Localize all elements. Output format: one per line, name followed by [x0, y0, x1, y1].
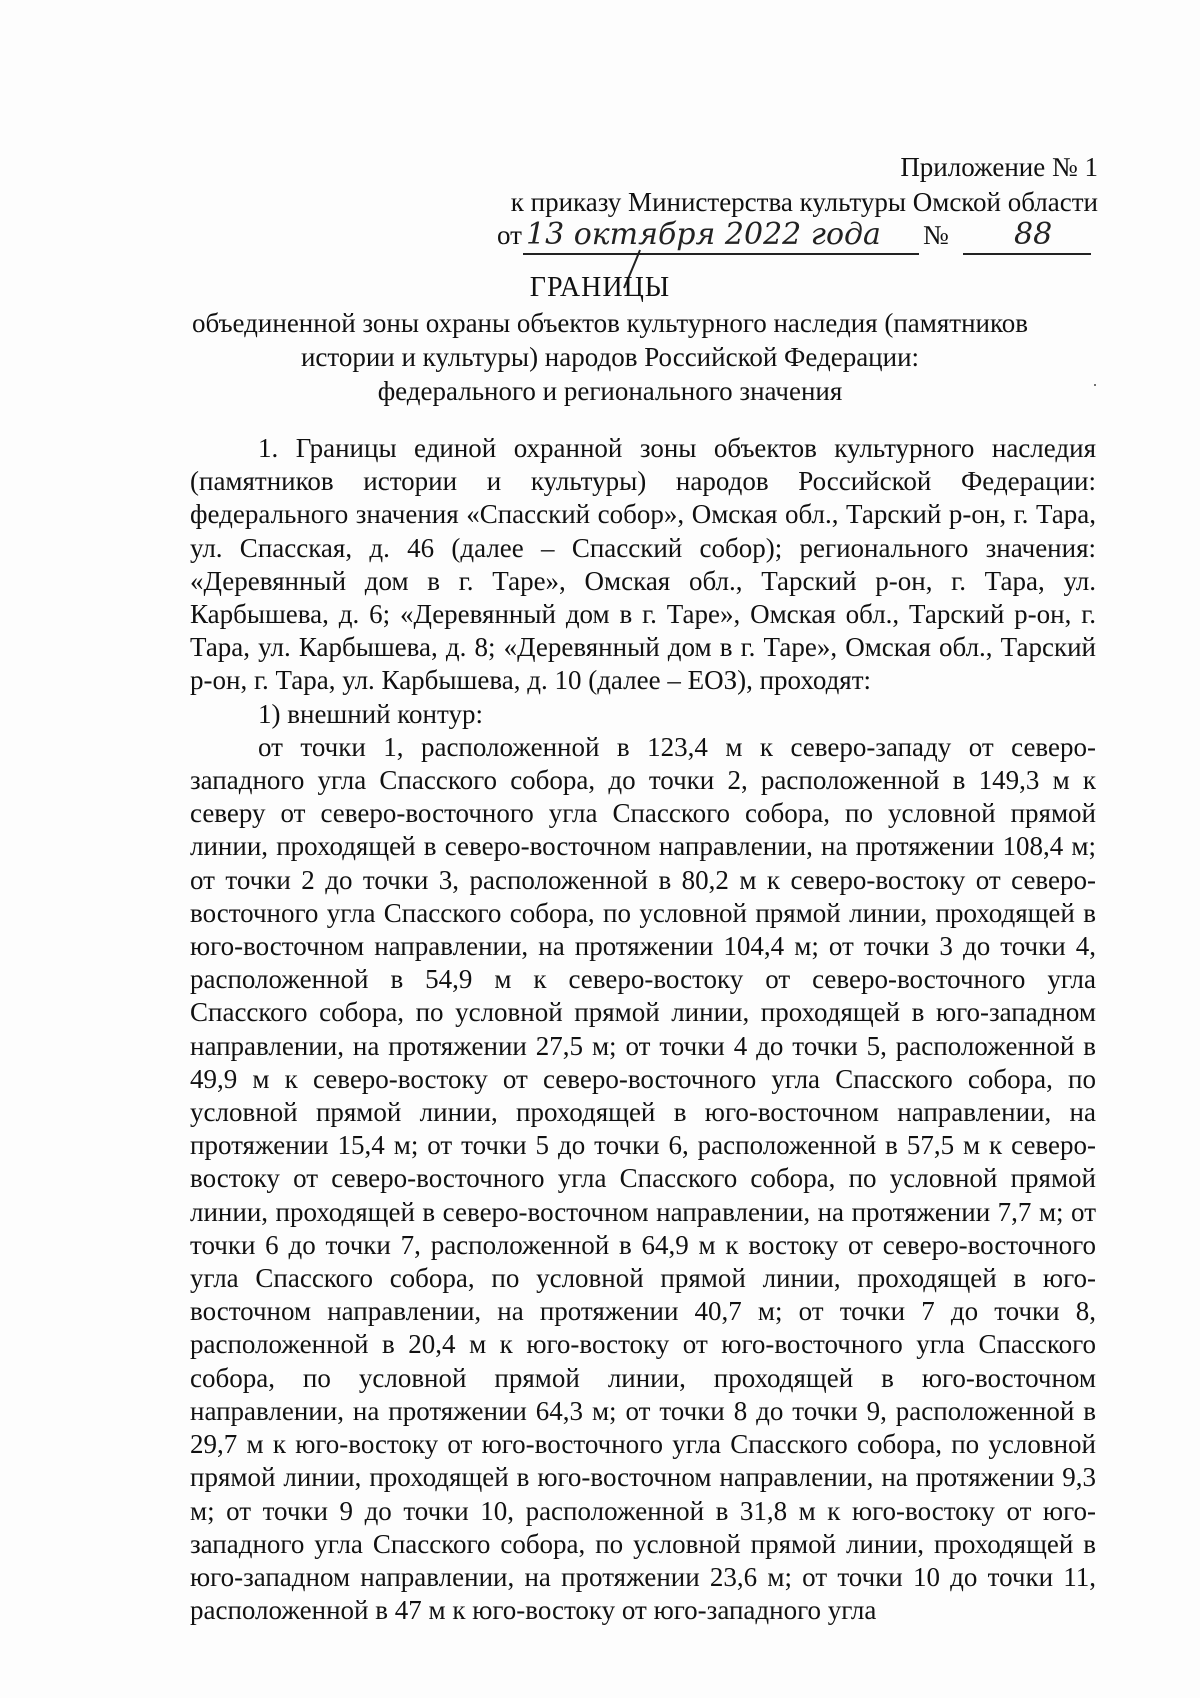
subtitle-line-1: объединенной зоны охраны объектов культурного наследия (памятников: [192, 308, 1028, 338]
document-body: [190, 432, 1096, 1627]
subheading-outer-contour: 1) внешний контур:: [258, 698, 483, 729]
document-title: ГРАНИЦЫ: [529, 272, 671, 303]
subtitle-line-3: федерального и регионального значения: [377, 376, 843, 406]
date-prefix: от: [497, 220, 522, 250]
document-subtitle: [180, 306, 1040, 408]
scan-dot: [1094, 384, 1096, 386]
handwritten-number: 88: [1014, 217, 1053, 252]
paragraph-2: от точки 1, расположенной в 123,4 м к северо-западу от северо-западного угла Спасского собора, до точки 2, расположенной в 149,3 м к северу от северо-восточного угла Спасского собора, по условной прямой линии, проходящей в северо-восточном направлении, на протяжении 108,4 м; от точки 2 до точки 3, расположенной в 80,2 м к северо-востоку от северо-восточного угла Спасского собора, по условной прямой линии, проходящей в юго-восточном направлении, на протяжении 104,4 м; от точки 3 до точки 4, расположенной в 54,9 м к северо-востоку от северо-восточного угла Спасского собора, по условной прямой линии, проходящей в юго-западном направлении, на протяжении 27,5 м; от точки 4 до точки 5, расположенной в 49,9 м к северо-востоку от северо-восточного угла Спасского собора, по условной прямой линии, проходящей в юго-восточном направлении, на протяжении 15,4 м; от точки 5 до точки 6, расположенной в 57,5 м к северо-востоку от северо-восточного угла Спасского собора, по условной прямой линии, проходящей в северо-восточном направлении, на протяжении 7,7 м; от точки 6 до точки 7, расположенной в 64,9 м к востоку от северо-восточного угла Спасского собора, по условной прямой линии, проходящей в юго-восточном направлении, на протяжении 40,7 м; от точки 7 до точки 8, расположенной в 20,4 м к юго-востоку от юго-восточного угла Спасского собора, по условной прямой линии, проходящей в юго-восточном направлении, на протяжении 64,3 м; от точки 8 до точки 9, расположенной в 29,7 м к юго-востоку от юго-восточного угла Спасского собора, по условной прямой линии, проходящей в юго-восточном направлении, на протяжении 9,3 м; от точки 9 до точки 10, расположенной в 31,8 м к юго-востоку от юго-западного угла Спасского собора, по условной прямой линии, проходящей в юго-западном направлении, на протяжении 23,6 м; от точки 10 до точки 11, расположенной в 47 м к юго-востоку от юго-западного угла: [190, 731, 1096, 1626]
order-reference: к приказу Министерства культуры Омской области: [510, 187, 1098, 217]
subtitle-line-2: истории и культуры) народов Российской Федерации:: [300, 342, 920, 372]
paragraph-1: 1. Границы единой охранной зоны объектов культурного наследия (памятников истории и культуры) народов Российской Федерации: федерального значения «Спасский собор», Омская обл., Тарский р-он, г. Тара, ул. Спасская, д. 46 (далее – Спасский собор); регионального значения: «Деревянный дом в г. Таре», Омская обл., Тарский р-он, г. Тара, ул. Карбышева, д. 6; «Деревянный дом в г. Таре», Омская обл., Тарский р-он, г. Тара, ул. Карбышева, д. 8; «Деревянный дом в г. Таре», Омская обл., Тарский р-он, г. Тара, ул. Карбышева, д. 10 (далее – ЕОЗ), проходят:: [190, 433, 1096, 696]
handwritten-date: 13 октября 2022 года: [526, 217, 881, 252]
number-prefix: №: [923, 220, 949, 250]
appendix-number: Приложение № 1: [900, 152, 1098, 182]
